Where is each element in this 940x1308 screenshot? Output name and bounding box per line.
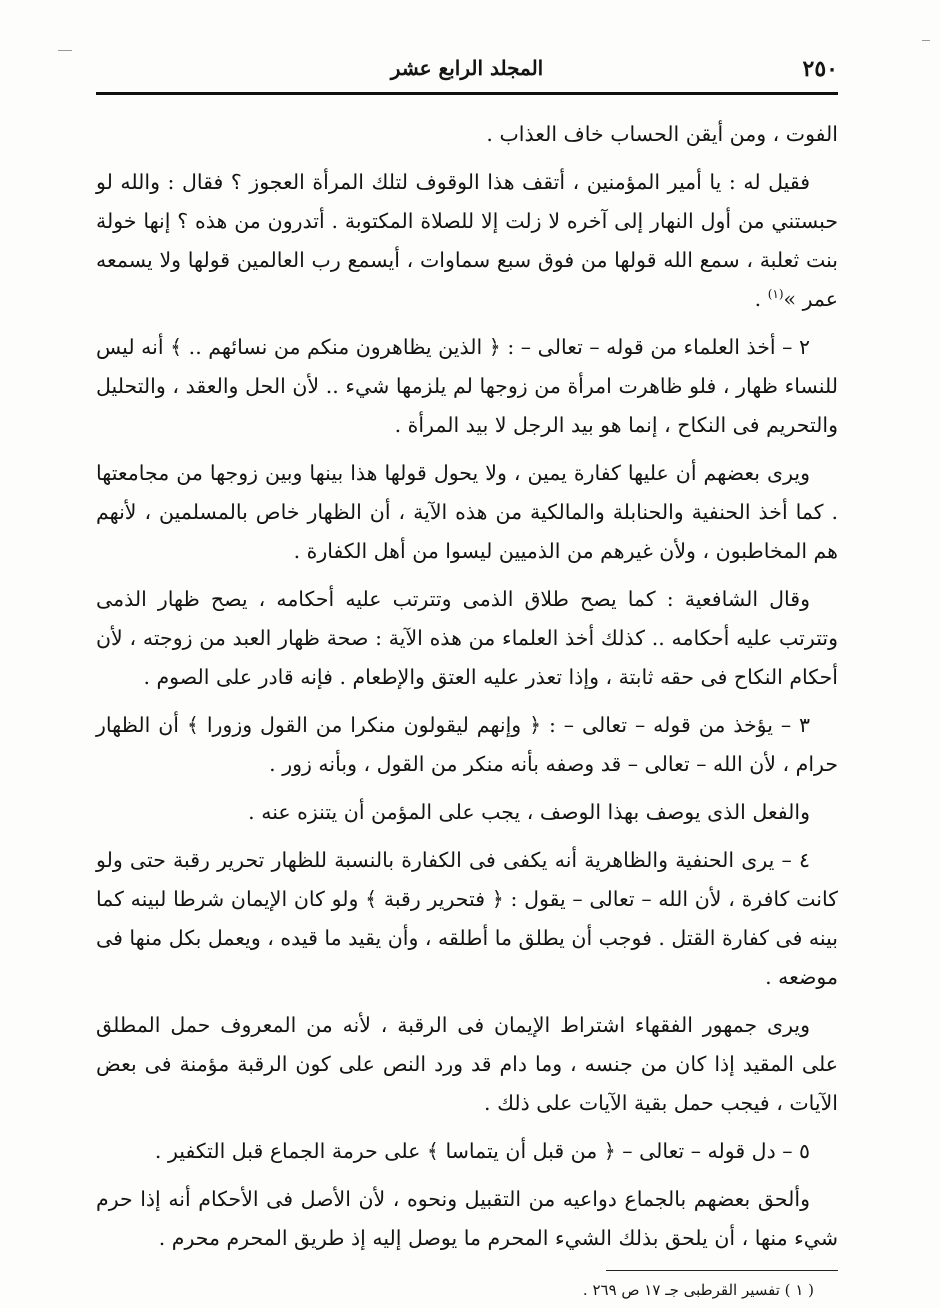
paragraph-text: والفعل الذى يوصف بهذا الوصف ، يجب على المؤمن أن يتنزه عنه . [248,800,810,824]
footnote-reference: (١) [767,287,784,302]
footnote: ( ١ ) تفسير القرطبى جـ ١٧ ص ٢٦٩ . [582,1281,814,1299]
paragraph [96,328,838,445]
paragraph [96,115,838,154]
page-number: ٢٥٠ [802,56,838,82]
paragraph-text-tail: . [754,287,768,311]
paragraph-text: ٢ – أخذ العلماء من قوله – تعالى – : ﴿ الذين يظاهرون منكم من نسائهم .. ﴾ أنه ليس للنساء ظهار ، فلو ظاهرت امرأة من زوجها لم يلزمها شيء .. لأن الحل والعقد ، والتحليل والتحريم فى النكاح ، إنما هو بيد الرجل لا بيد المرأة . [96,335,838,437]
paragraph [96,1132,838,1171]
paragraph [96,1180,838,1258]
paragraph-text: وقال الشافعية : كما يصح طلاق الذمى وتترتب عليه أحكامه ، يصح ظهار الذمى وتترتب عليه أحكامه .. كذلك أخذ العلماء من هذه الآية : صحة ظهار العبد من زوجته ، لأن أحكام النكاح فى حقه ثابتة ، وإذا تعذر عليه العتق والإطعام . فإنه قادر على الصوم . [96,587,838,689]
paragraph [96,1006,838,1123]
paragraph-text: الفوت ، ومن أيقن الحساب خاف العذاب . [486,122,838,146]
running-title: المجلد الرابع عشر [390,56,544,80]
paragraph [96,706,838,784]
scan-mark [922,40,930,41]
document-page [96,50,838,1303]
header-rule [96,92,838,95]
paragraph-text: وألحق بعضهم بالجماع دواعيه من التقبيل ونحوه ، لأن الأصل فى الأحكام أنه إذا حرم شيء منها ، أن يلحق بذلك الشيء المحرم ما يوصل إليه إذ طريق المحرم محرم . [96,1187,838,1250]
paragraph-text: ٤ – يرى الحنفية والظاهرية أنه يكفى فى الكفارة بالنسبة للظهار تحرير رقبة حتى ولو كانت كافرة ، لأن الله – تعالى – يقول : ﴿ فتحرير رقبة ﴾ ولو كان الإيمان شرطا لبينه كما بينه فى كفارة القتل . فوجب أن يطلق ما أطلقه ، وأن يقيد ما قيده ، ويعمل بكل منها فى موضعه . [96,848,838,989]
paragraph [96,793,838,832]
paragraph-text: ويرى بعضهم أن عليها كفارة يمين ، ولا يحول قولها هذا بينها وبين زوجها من مجامعتها . كما أخذ الحنفية والحنابلة والمالكية من هذه الآية ، أن الظهار خاص بالمسلمين ، لأنهم هم المخاطبون ، ولأن غيرهم من الذميين ليسوا من أهل الكفارة . [96,461,838,563]
scan-mark [58,50,72,51]
paragraph [96,580,838,697]
paragraph-text: ٥ – دل قوله – تعالى – ﴿ من قبل أن يتماسا ﴾ على حرمة الجماع قبل التكفير . [154,1139,810,1163]
paragraph-text: ويرى جمهور الفقهاء اشتراط الإيمان فى الرقبة ، لأنه من المعروف حمل المطلق على المقيد إذا كان من جنسه ، وما دام قد ورد النص على كون الرقبة مؤمنة فى بعض الآيات ، فيجب حمل بقية الآيات على ذلك . [96,1013,838,1115]
body-text [96,115,838,1258]
footnote-rule [606,1270,838,1271]
paragraph-text: فقيل له : يا أمير المؤمنين ، أتقف هذا الوقوف لتلك المرأة العجوز ؟ فقال : والله لو حبستني من أول النهار إلى آخره لا زلت إلا للصلاة المكتوبة . أتدرون من هذه ؟ إنها خولة بنت ثعلبة ، سمع الله قولها من فوق سبع سماوات ، أيسمع رب العالمين قولها ولا يسمعه عمر » [96,170,838,311]
paragraph [96,841,838,997]
paragraph [96,454,838,571]
page-header [96,50,838,90]
paragraph-text: ٣ – يؤخذ من قوله – تعالى – : ﴿ وإنهم ليقولون منكرا من القول وزورا ﴾ أن الظهار حرام ، لأن الله – تعالى – قد وصفه بأنه منكر من القول ، وبأنه زور . [96,713,838,776]
paragraph [96,163,838,319]
